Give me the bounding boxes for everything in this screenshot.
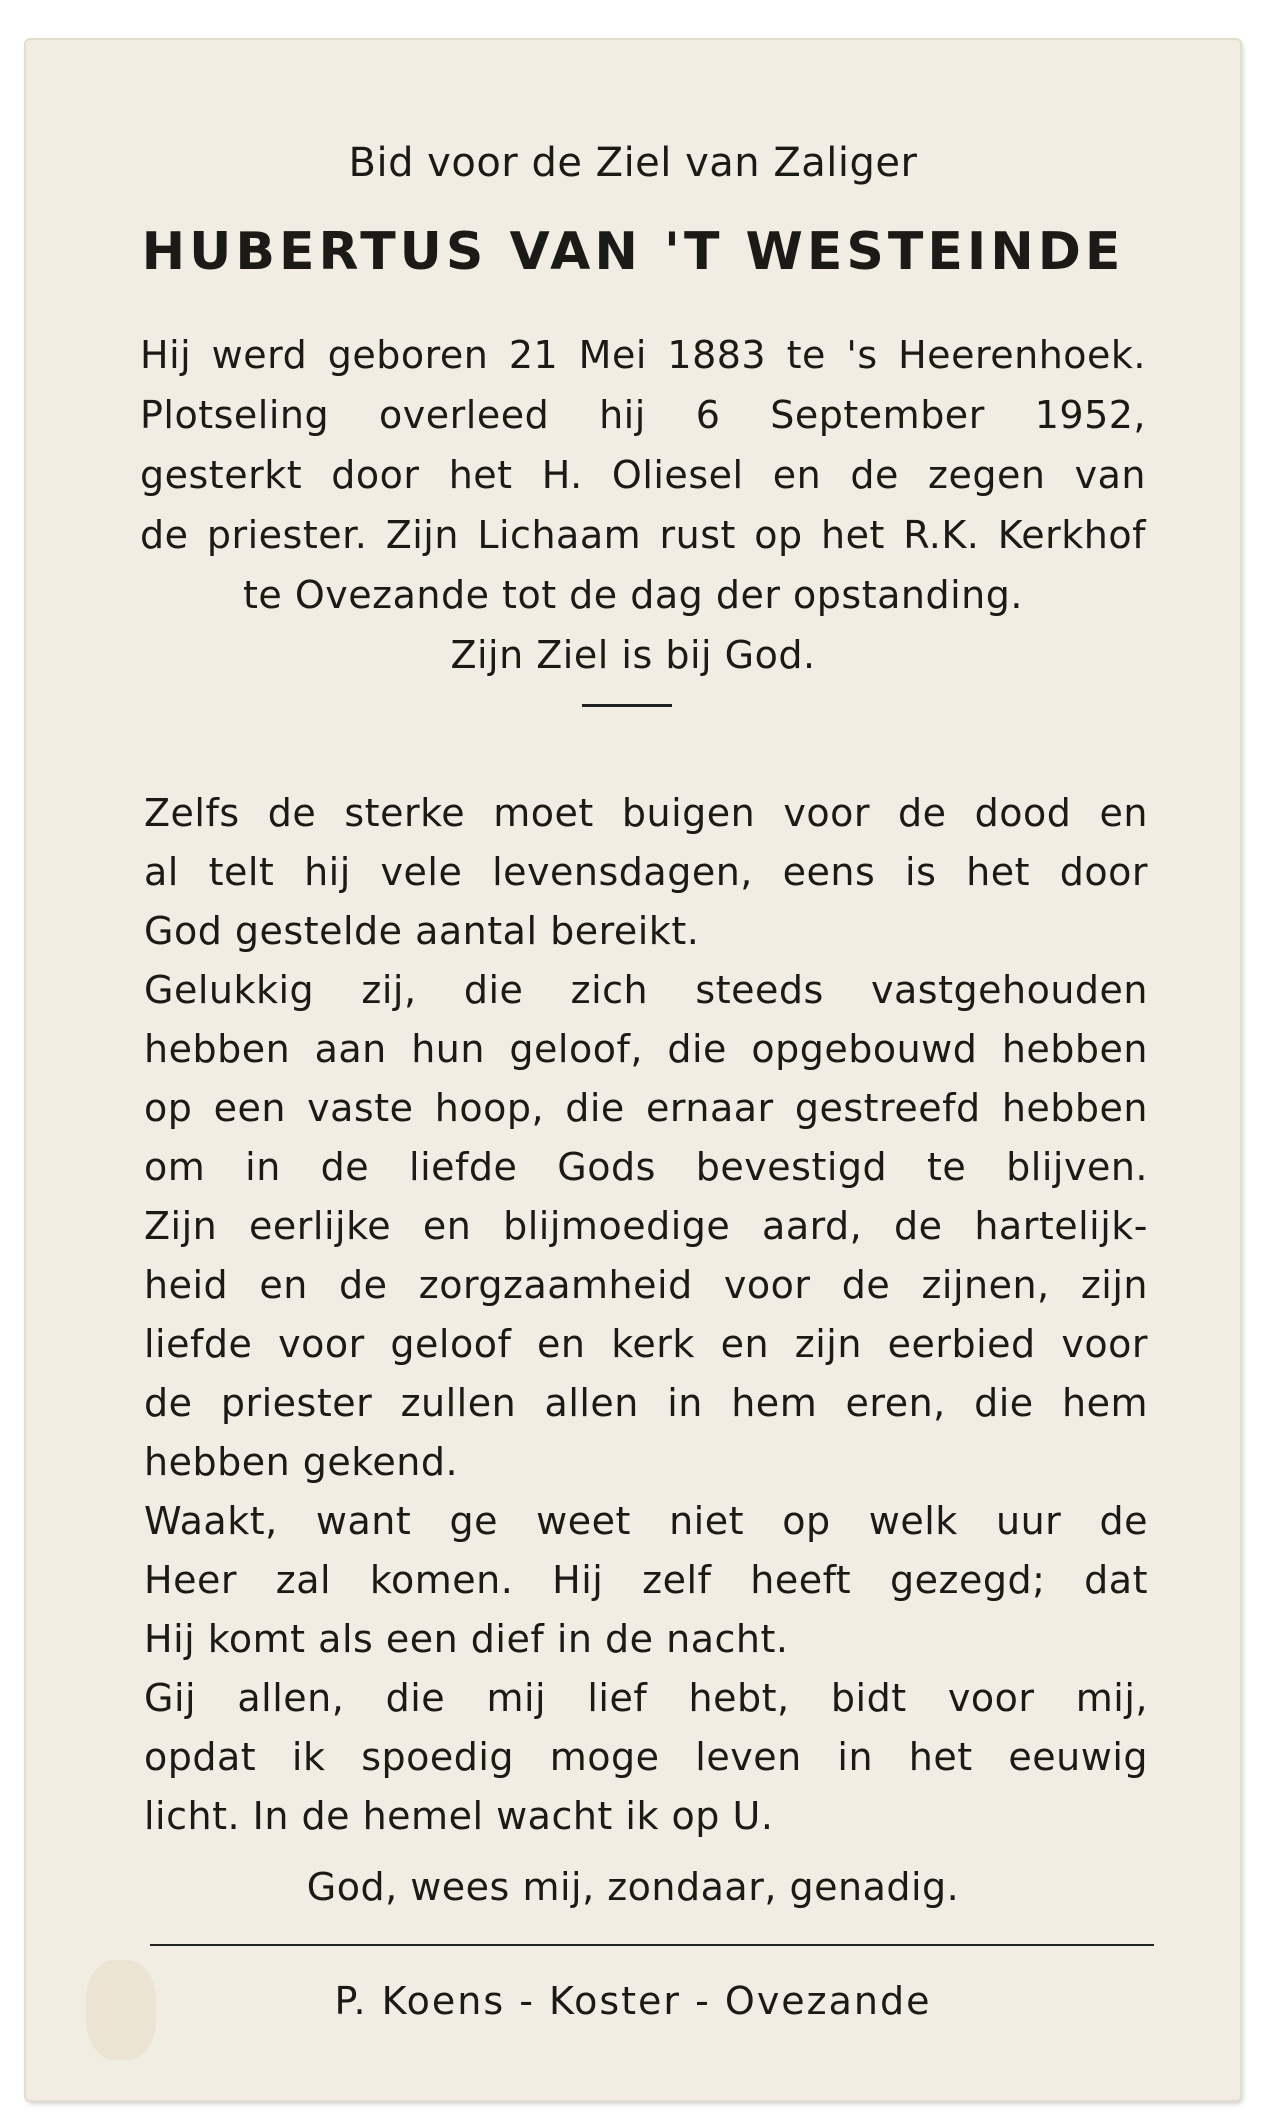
prayer-line: hebben aan hun geloof, die opgebouwd hebben (144, 1027, 1148, 1071)
printer-credit: P. Koens - Koster - Ovezande (334, 1979, 932, 2023)
prayer-line: liefde voor geloof en kerk en zijn eerbied voor (144, 1322, 1148, 1366)
memorial-card (26, 40, 1240, 2100)
prayer-line: God gestelde aantal bereikt. (144, 909, 700, 953)
footer-divider (150, 1944, 1154, 1946)
card-heading: Bid voor de Ziel van Zaliger (348, 140, 918, 186)
bio-line: Hij werd geboren 21 Mei 1883 te 's Heerenhoek. (140, 333, 1146, 377)
prayer-line: Waakt, want ge weet niet op welk uur de (144, 1499, 1148, 1543)
prayer-line: Zijn eerlijke en blijmoedige aard, de hartelijk- (144, 1204, 1148, 1248)
prayer-line: heid en de zorgzaamheid voor de zijnen, zijn (144, 1263, 1148, 1307)
bio-line: Zijn Ziel is bij God. (450, 633, 816, 677)
bio-line: de priester. Zijn Lichaam rust op het R.K. Kerkhof (140, 513, 1146, 557)
closing-prayer: God, wees mij, zondaar, genadig. (306, 1865, 960, 1909)
prayer-line: Gelukkig zij, die zich steeds vastgehouden (144, 968, 1148, 1012)
bio-line: te Ovezande tot de dag der opstanding. (243, 573, 1023, 617)
prayer-line: Heer zal komen. Hij zelf heeft gezegd; dat (144, 1558, 1148, 1602)
bio-line: gesterkt door het H. Oliesel en de zegen van (140, 453, 1146, 497)
prayer-line: Gij allen, die mij lief hebt, bidt voor mij, (144, 1676, 1148, 1720)
prayer-line: licht. In de hemel wacht ik op U. (144, 1794, 774, 1838)
bio-line: Plotseling overleed hij 6 September 1952, (140, 393, 1146, 437)
prayer-line: Zelfs de sterke moet buigen voor de dood en (144, 791, 1148, 835)
prayer-line: Hij komt als een dief in de nacht. (144, 1617, 789, 1661)
prayer-line: hebben gekend. (144, 1440, 459, 1484)
prayer-line: opdat ik spoedig moge leven in het eeuwig (144, 1735, 1148, 1779)
deceased-name: HUBERTUS VAN 'T WESTEINDE (141, 222, 1125, 282)
short-divider (582, 704, 672, 707)
prayer-line: de priester zullen allen in hem eren, die hem (144, 1381, 1148, 1425)
prayer-line: al telt hij vele levensdagen, eens is het door (144, 850, 1148, 894)
prayer-line: om in de liefde Gods bevestigd te blijven. (144, 1145, 1148, 1189)
prayer-line: op een vaste hoop, die ernaar gestreefd hebben (144, 1086, 1148, 1130)
